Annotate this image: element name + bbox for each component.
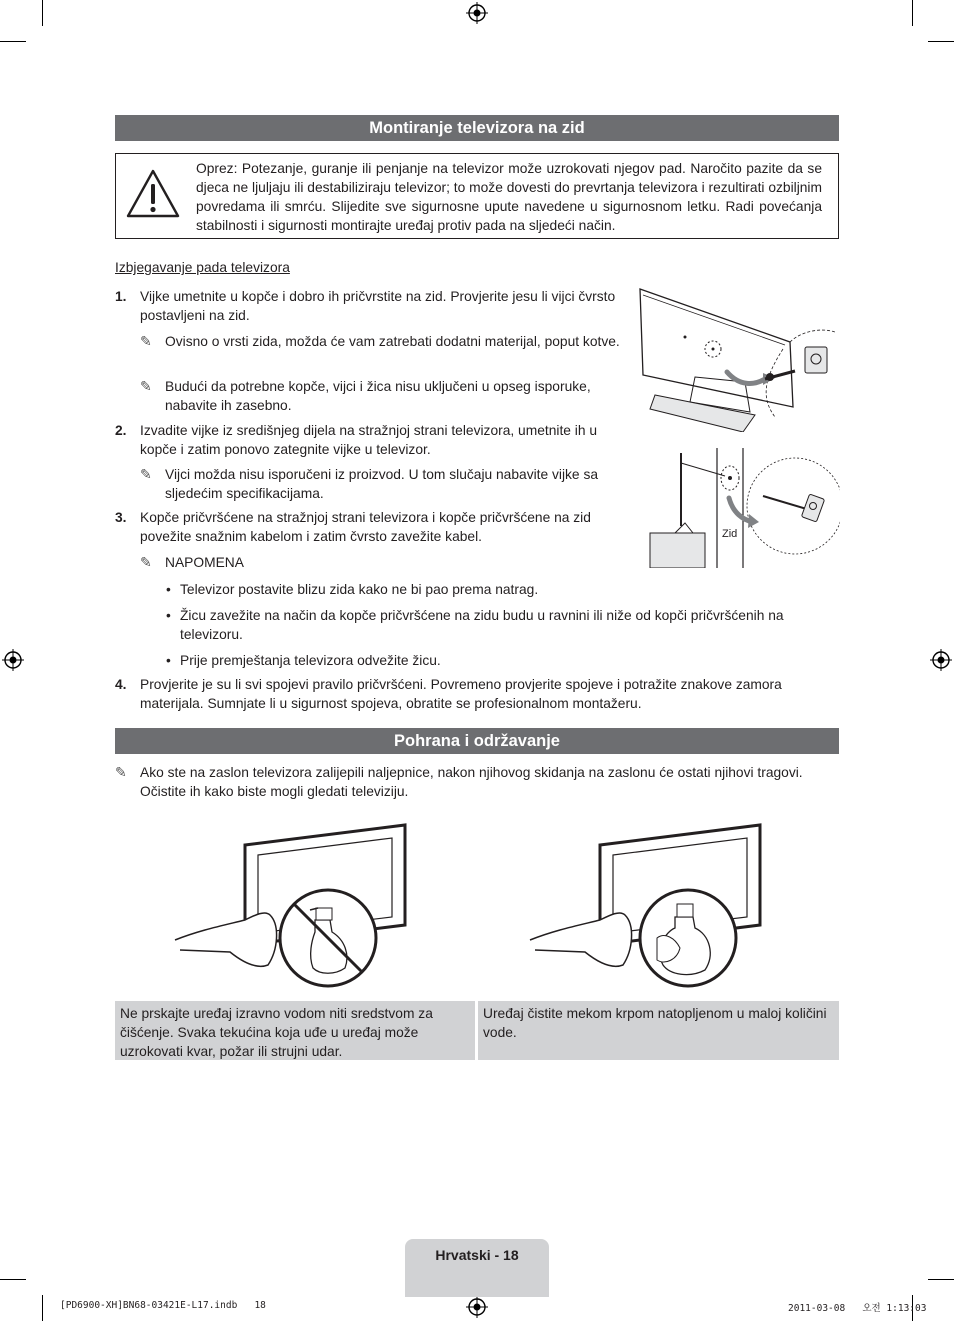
step-1-note-2: Budući da potrebne kopče, vijci i žica nisu uključeni u opseg isporuke, nabavite ih zasebno. xyxy=(165,379,591,413)
step-number: 4. xyxy=(115,677,127,692)
step-1-text: Vijke umetnite u kopče i dobro ih pričvrstite na zid. Provjerite jesu li vijci čvrsto postavljeni na zid. xyxy=(140,289,616,323)
step-1-note-1: Ovisno o vrsti zida, možda će vam zatrebati dodatni materijal, poput kotve. xyxy=(165,334,620,349)
bullet-dot: • xyxy=(166,582,171,597)
page-number: Hrvatski - 18 xyxy=(435,1247,519,1263)
caution-box xyxy=(115,153,839,239)
note-heading: NAPOMENA xyxy=(165,555,244,570)
warning-triangle-icon xyxy=(125,168,181,220)
step-3-text: Kopče pričvršćene na stražnjoj strani televizora i kopče pričvršćene na zid povežite snažnim kabelom i zatim čvrsto zavežite kabel. xyxy=(140,510,591,544)
section-title-storage: Pohrana i održavanje xyxy=(115,728,839,754)
pencil-note-icon: ✎ xyxy=(140,466,152,482)
section-title-wall-mount: Montiranje televizora na zid xyxy=(115,115,839,141)
no-spray-illustration xyxy=(170,820,410,990)
registration-mark-icon xyxy=(930,649,952,671)
caption-no-spray: Ne prskajte uređaj izravno vodom niti sredstvom za čišćenje. Svaka tekućina koja uđe u uređaj može uzrokovati kvar, požar ili strujni udar. xyxy=(115,1001,475,1060)
page-number-tab xyxy=(405,1239,549,1297)
bullet-dot: • xyxy=(166,608,171,623)
step-2-text: Izvadite vijke iz središnjeg dijela na stražnjoj strani televizora, umetnite ih u kopče i zatim ponovo zategnite vijke u televizor. xyxy=(140,423,598,457)
pencil-note-icon: ✎ xyxy=(140,333,152,349)
step-number: 1. xyxy=(115,289,127,304)
pencil-note-icon: ✎ xyxy=(140,554,152,570)
wall-mount-illustration xyxy=(645,448,840,568)
pencil-note-icon: ✎ xyxy=(115,764,127,780)
file-info: [PD6900-XH]BN68-03421E-L17.indb 18 xyxy=(60,1300,266,1311)
step-3-bullet-3: Prije premještanja televizora odvežite žicu. xyxy=(180,653,441,668)
bullet-dot: • xyxy=(166,653,171,668)
wipe-cloth-illustration xyxy=(525,820,765,990)
step-3-bullet-1: Televizor postavite blizu zida kako ne bi pao prema natrag. xyxy=(180,582,539,597)
print-timestamp: 2011-03-08 오전 1:13:03 xyxy=(788,1303,927,1314)
storage-note: Ako ste na zaslon televizora zalijepili naljepnice, nakon njihovog skidanja na zaslonu će ostati njihovi tragovi. Očistite ih kako biste mogli gledati televiziju. xyxy=(140,765,803,799)
wall-label: Zid xyxy=(722,528,738,540)
registration-mark-icon xyxy=(2,649,24,671)
step-3-bullet-2: Žicu zavežite na način da kopče pričvršćene na zidu budu u ravnini ili niže od kopči pričvršćenih na televizoru. xyxy=(180,608,784,642)
step-2-note-1: Vijci možda nisu isporučeni iz proizvod. U tom slučaju nabavite vijke sa sljedećim specifikacijama. xyxy=(165,467,599,501)
caution-label: Oprez xyxy=(196,161,234,176)
registration-mark-icon xyxy=(466,2,488,24)
caution-text xyxy=(196,159,822,235)
caution-body: : Potezanje, guranje ili penjanje na televizor može uzrokovati njegov pad. Naročito pazite da se djeca ne ljuljaju ili destabiliziraju televizor; to može dovesti do prevrtanja televizora i rezultirati ozbiljnim povredama ili smrću. Slijedite sve sigurnosne upute navedene u sigurnosnom letku. Radi povećanja stabilnosti i sigurnosti montirajte uređaj protiv pada na sljedeći način. xyxy=(196,161,822,233)
caption-wipe-cloth: Uređaj čistite mekom krpom natopljenom u maloj količini vode. xyxy=(478,1001,839,1060)
step-number: 3. xyxy=(115,510,127,525)
registration-mark-icon xyxy=(466,1296,488,1318)
step-4-text: Provjerite je su li svi spojevi pravilo pričvršćeni. Povremeno provjerite spojeve i potražite znakove zamora materijala. Sumnjate li u sigurnost spojeva, obratite se profesionalnom montažeru. xyxy=(140,677,782,711)
tv-bracket-illustration xyxy=(635,287,840,432)
pencil-note-icon: ✎ xyxy=(140,378,152,394)
step-number: 2. xyxy=(115,423,127,438)
subheading-fall-prevention: Izbjegavanje pada televizora xyxy=(115,260,290,275)
